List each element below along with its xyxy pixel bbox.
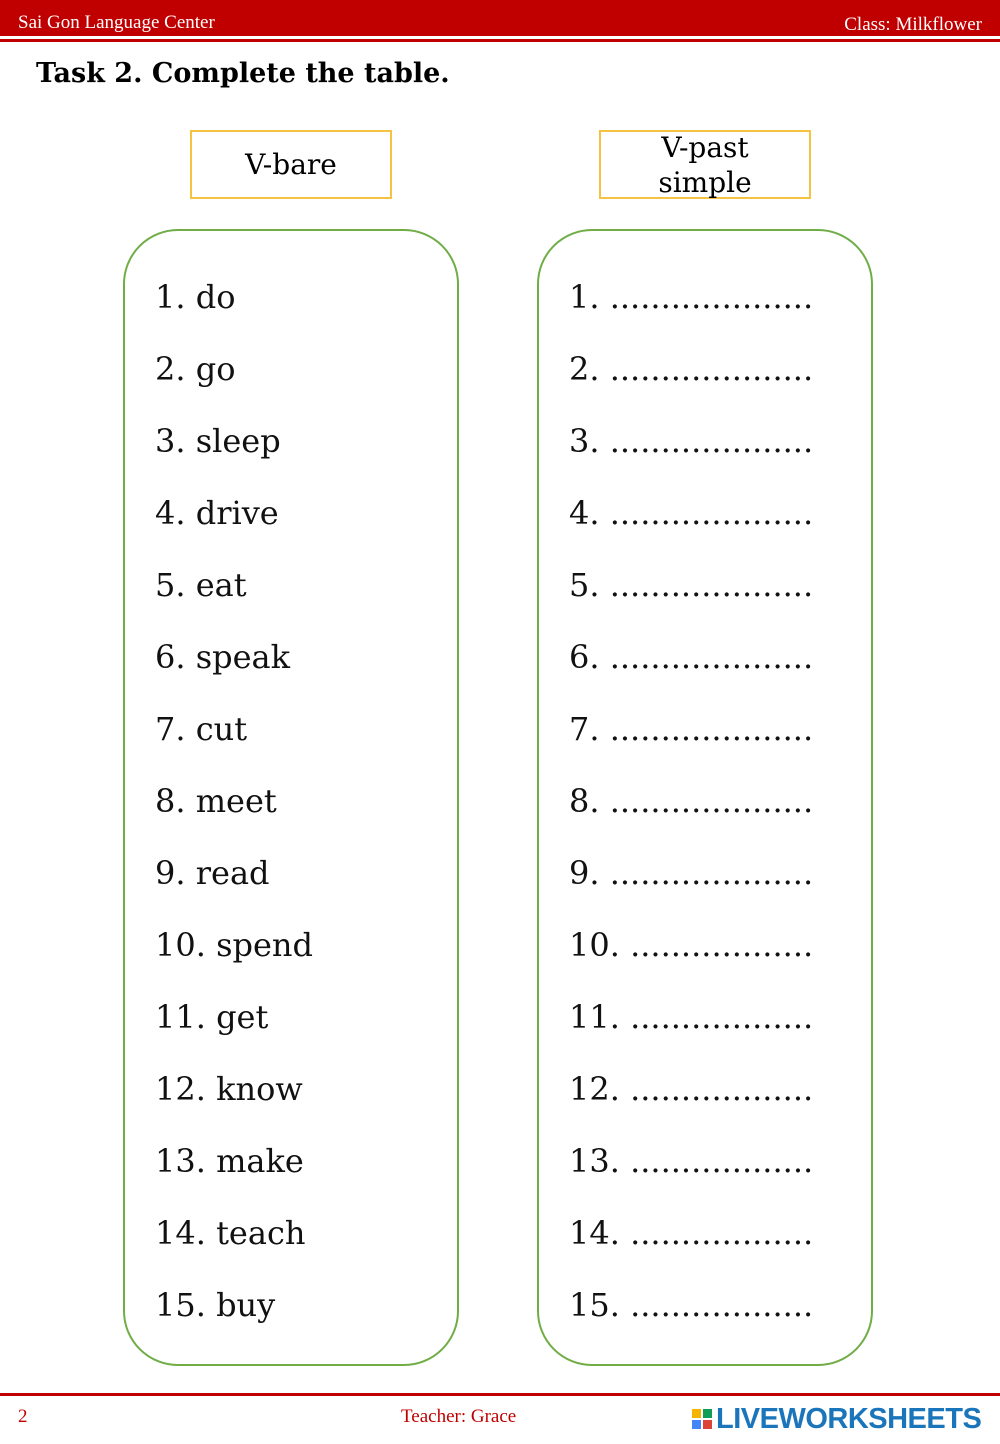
v-past-heading [599,130,811,199]
verb-item: 3. sleep [155,422,281,460]
verb-item: 8. meet [155,782,277,820]
school-name: Sai Gon Language Center [18,12,215,33]
verb-item: 14. teach [155,1214,306,1252]
v-bare-heading-label: V-bare [245,148,337,181]
class-label: Class: Milkflower [844,14,982,35]
verb-item: 9. read [155,854,270,892]
v-past-heading-label: V-past simple [658,130,752,199]
verb-item: 2. go [155,350,236,388]
verb-item: 1. do [155,278,236,316]
verb-item: 5. eat [155,566,247,604]
liveworksheets-logo[interactable] [692,1404,981,1434]
logo-text: LIVEWORKSHEETS [716,1402,982,1435]
answer-blank[interactable]: 3. .................... [569,422,814,460]
answer-blank[interactable]: 13. .................. [569,1142,814,1180]
answer-blank[interactable]: 7. .................... [569,710,814,748]
verb-item: 6. speak [155,638,291,676]
answer-blank[interactable]: 14. .................. [569,1214,814,1252]
verb-item: 7. cut [155,710,248,748]
verb-item: 12. know [155,1070,303,1108]
answer-blank[interactable]: 15. .................. [569,1286,814,1324]
liveworksheets-logo-icon [692,1409,712,1429]
answer-blank[interactable]: 12. .................. [569,1070,814,1108]
answer-blank[interactable]: 11. .................. [569,998,814,1036]
answer-blank[interactable]: 8. .................... [569,782,814,820]
answer-blank[interactable]: 4. .................... [569,494,814,532]
header-divider [0,39,1000,42]
verb-item: 15. buy [155,1286,276,1324]
v-bare-list [155,276,313,1356]
answer-blank[interactable]: 1. .................... [569,278,814,316]
verb-item: 10. spend [155,926,313,964]
verb-item: 11. get [155,998,269,1036]
answer-blank[interactable]: 9. .................... [569,854,814,892]
answer-blank[interactable]: 2. .................... [569,350,814,388]
answer-blank[interactable]: 10. .................. [569,926,814,964]
v-past-list [569,276,813,1356]
v-bare-heading [190,130,392,199]
teacher-name: Teacher: Grace [401,1406,517,1427]
verb-item: 4. drive [155,494,279,532]
footer-divider [0,1393,1000,1396]
task-title: Task 2. Complete the table. [36,58,450,89]
page-number: 2 [18,1406,28,1427]
answer-blank[interactable]: 5. .................... [569,566,814,604]
header-bar [0,0,1000,36]
answer-blank[interactable]: 6. .................... [569,638,814,676]
verb-item: 13. make [155,1142,304,1180]
